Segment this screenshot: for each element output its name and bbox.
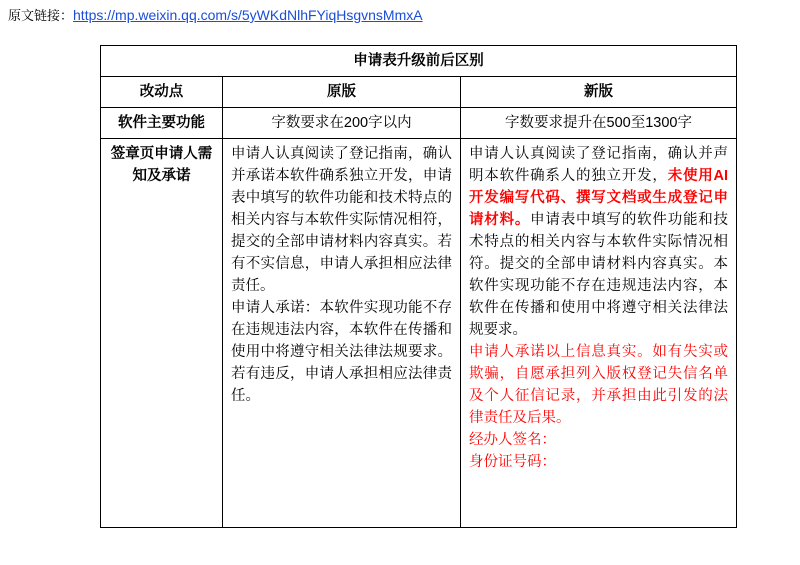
source-url-link[interactable]: https://mp.weixin.qq.com/s/5yWKdNlhFYiqHsgvnsMmxA [73, 7, 423, 23]
old-paragraph-2: 申请人承诺：本软件实现功能不存在违规违法内容，本软件在传播和使用中将遵守相关法律法规要求。若有违反，申请人承担相应法律责任。 [231, 300, 452, 404]
new-segment-normal-2: 申请表中填写的软件功能和技术特点的相关内容与本软件实际情况相符。提交的全部申请材料内容真实。本软件实现功能不存在违规违法内容，本软件在传播和使用中将遵守相关法律法规要求。 [469, 212, 729, 338]
row-label-signature-notice: 签章页申请人需知及承诺 [101, 139, 223, 528]
new-segment-agent-signature: 经办人签名： [469, 432, 556, 448]
comparison-table-container [100, 45, 736, 528]
new-segment-id-number: 身份证号码： [469, 454, 556, 470]
header-old-version: 原版 [223, 77, 461, 108]
header-new-version: 新版 [461, 77, 737, 108]
new-paragraph [469, 143, 728, 341]
comparison-table [100, 45, 737, 528]
table-row [101, 139, 737, 528]
table-row [101, 108, 737, 139]
table-header-row [101, 77, 737, 108]
row-label-main-function: 软件主要功能 [101, 108, 223, 139]
cell-old-signature-notice [223, 139, 461, 528]
table-title-row [101, 46, 737, 77]
table-title: 申请表升级前后区别 [101, 46, 737, 77]
source-label: 原文链接： [8, 8, 74, 23]
new-segment-ai-prohibition: 未使用AI开发编写代码、撰写文档或生成登记申请材料。 [469, 168, 729, 228]
cell-new-signature-notice [461, 139, 737, 528]
old-paragraph-1: 申请人认真阅读了登记指南，确认并承诺本软件确系独立开发，申请表中填写的软件功能和技术特点的相关内容与本软件实际情况相符，提交的全部申请材料内容真实。若有不实信息，申请人承担相应法律责任。 [231, 146, 452, 294]
new-segment-commitment: 申请人承诺以上信息真实。如有失实或欺骗，自愿承担列入版权登记失信名单及个人征信记录，并承担由此引发的法律责任及后果。 [469, 344, 729, 426]
source-link-line [8, 6, 423, 25]
new-segment-normal-1: 申请人认真阅读了登记指南，确认并声明本软件确系人的独立开发， [469, 146, 729, 184]
cell-old-main-function: 字数要求在200字以内 [223, 108, 461, 139]
cell-new-main-function: 字数要求提升在500至1300字 [461, 108, 737, 139]
header-change-point: 改动点 [101, 77, 223, 108]
